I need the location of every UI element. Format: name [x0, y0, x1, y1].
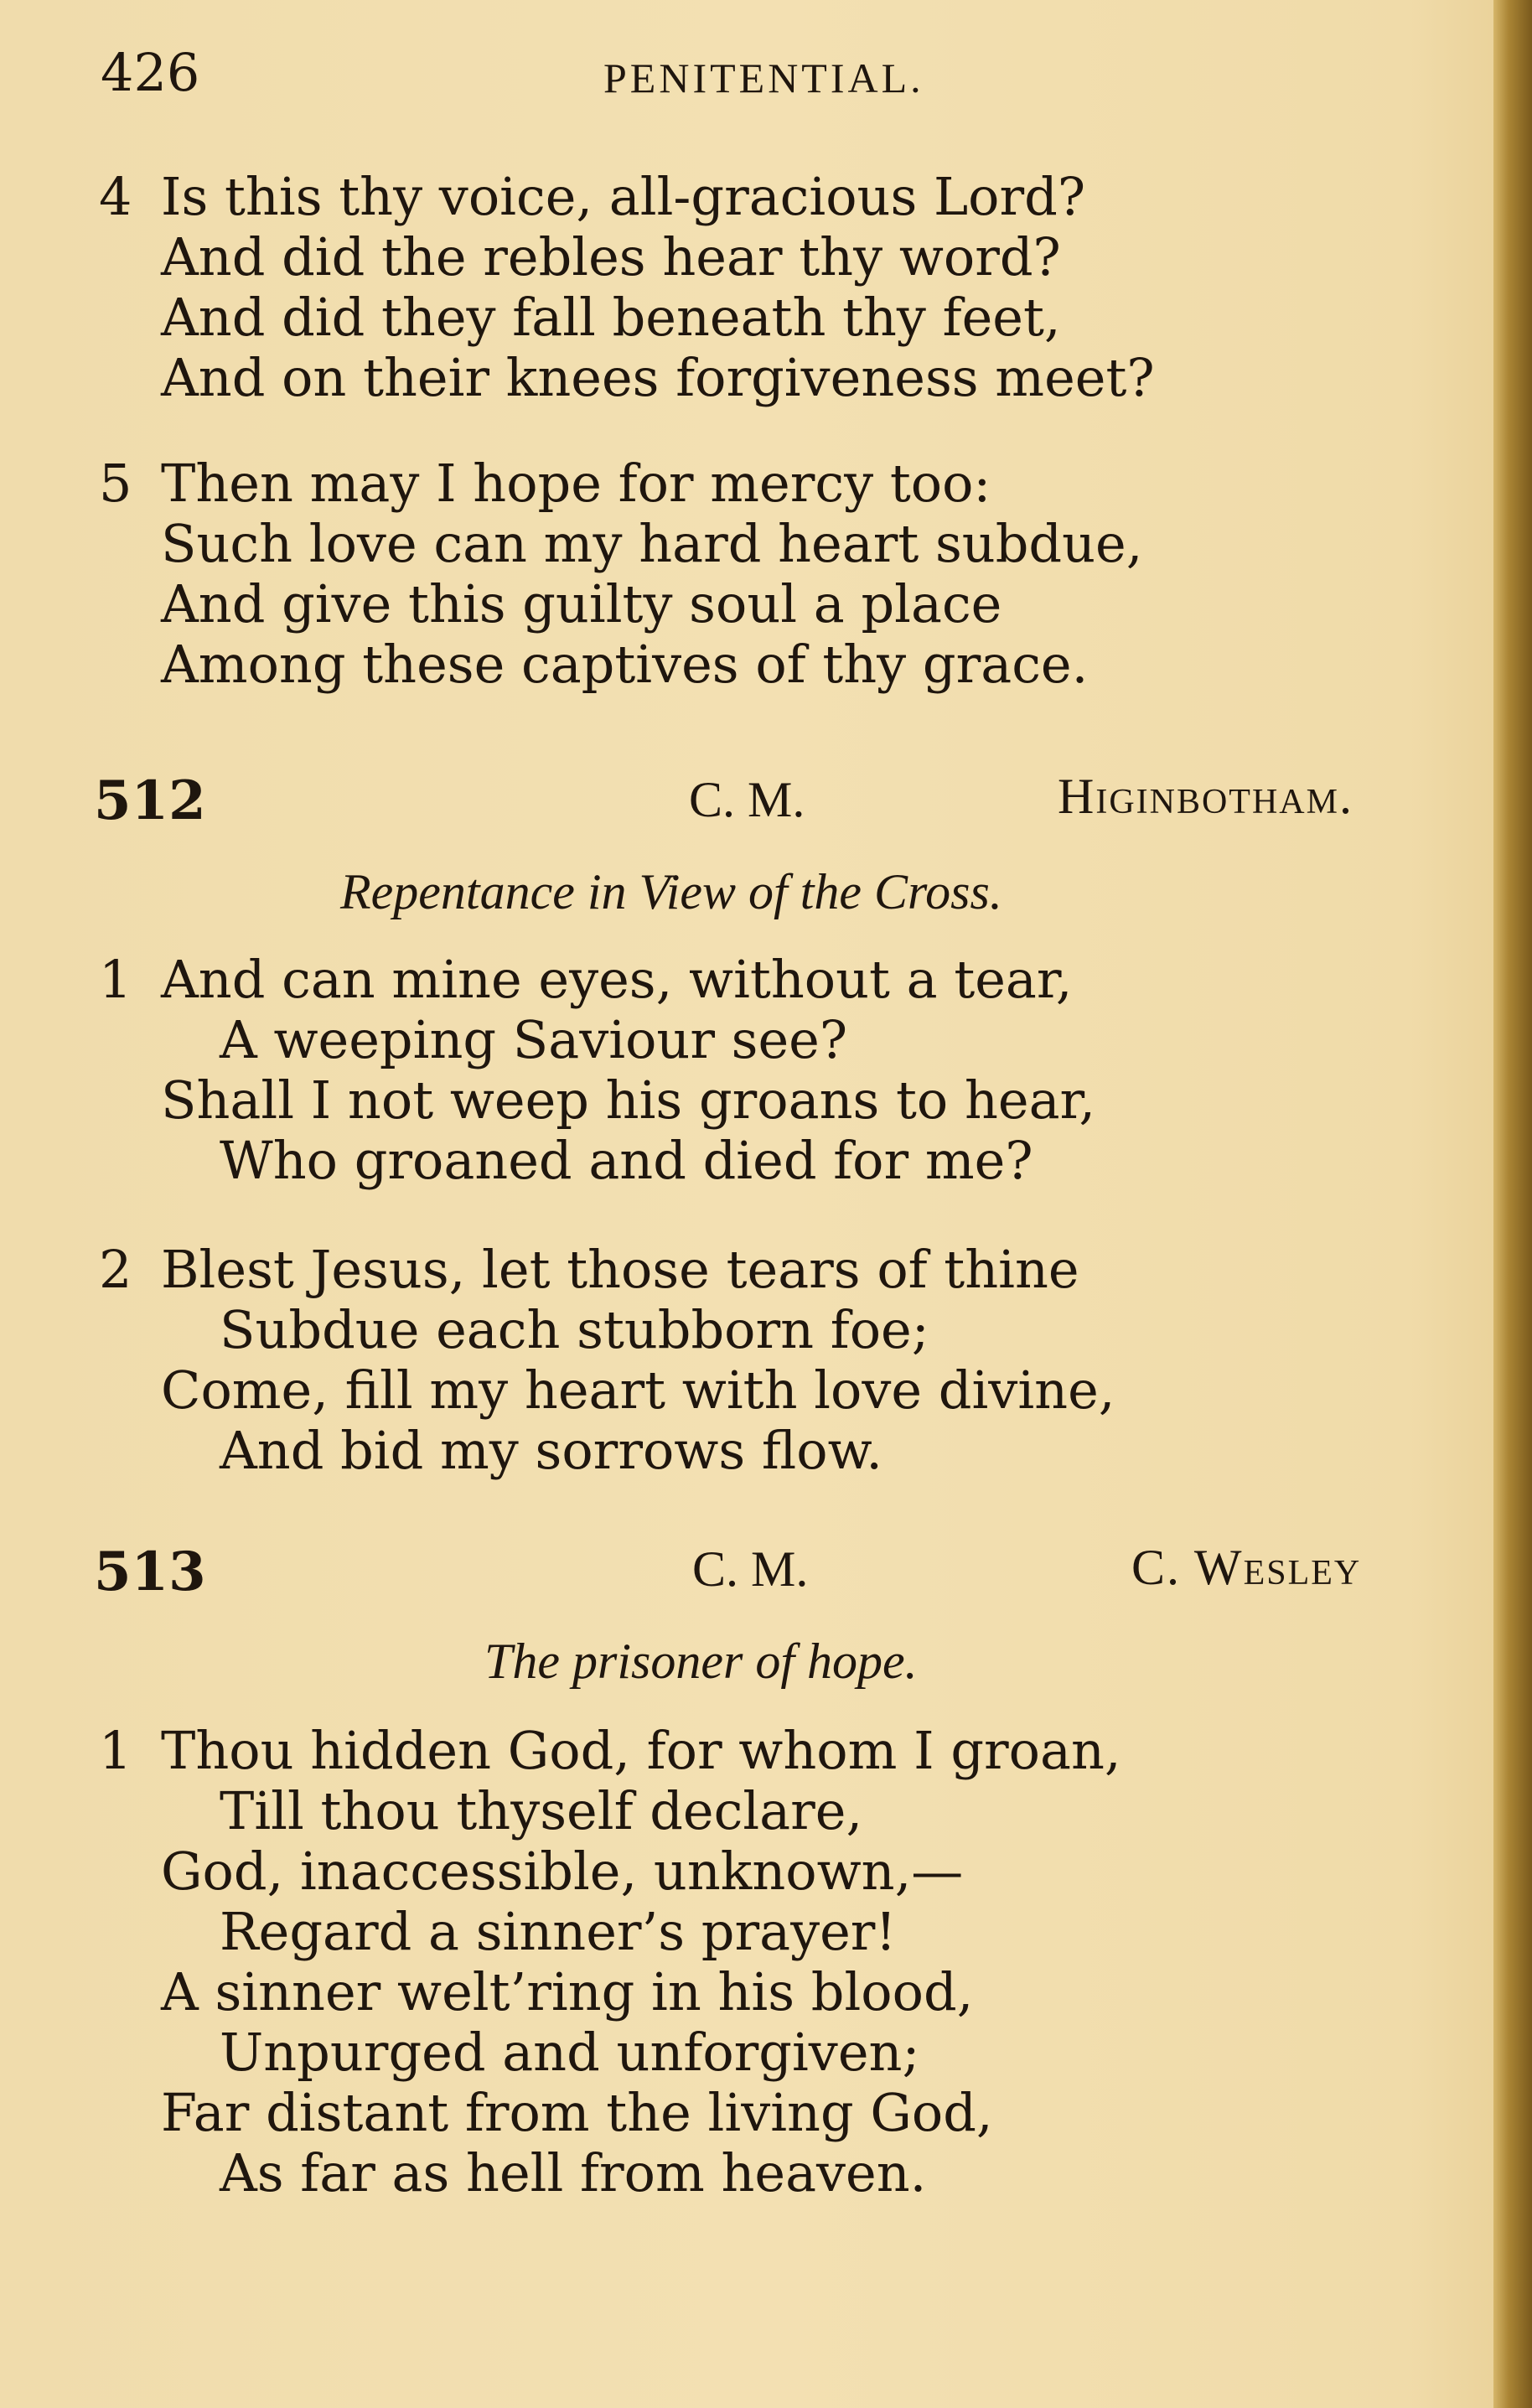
verse-line: A sinner welt’ring in his blood, [161, 1961, 974, 2022]
stanza-number: 4 [99, 166, 132, 227]
hymn-number: 512 [94, 769, 206, 832]
page-number: 426 [101, 42, 200, 103]
verse-line: Regard a sinner’s prayer! [220, 1901, 897, 1962]
verse-line: Then may I hope for mercy too: [161, 453, 991, 514]
stanza-number: 1 [99, 949, 132, 1010]
verse-line: A weeping Saviour see? [220, 1009, 848, 1070]
running-title: PENITENTIAL. [603, 54, 924, 101]
hymn-meter: C. M. [692, 1541, 809, 1597]
verse-line: Among these captives of thy grace. [161, 634, 1089, 695]
verse-line: Thou hidden God, for whom I groan, [161, 1720, 1121, 1781]
hymn-meter: C. M. [689, 772, 805, 827]
stanza-number: 2 [99, 1239, 132, 1300]
verse-line: Such love can my hard heart subdue, [161, 513, 1143, 574]
verse-line: Is this thy voice, all-gracious Lord? [161, 166, 1086, 227]
hymn-author: Higinbotham. [1058, 769, 1353, 824]
verse-line: Unpurged and unforgiven; [220, 2022, 920, 2083]
page-edge-shadow [1493, 0, 1532, 2408]
verse-line: Come, fill my heart with love divine, [161, 1359, 1115, 1421]
hymn-number: 513 [94, 1541, 206, 1603]
hymn-author: C. Wesley [1131, 1540, 1362, 1595]
verse-line: Blest Jesus, let those tears of thine [161, 1239, 1079, 1300]
verse-line: Till thou thyself declare, [220, 1780, 863, 1841]
stanza-number: 5 [99, 453, 132, 514]
stanza-number: 1 [99, 1720, 132, 1781]
verse-line: And give this guilty soul a place [161, 573, 1002, 634]
verse-line: And can mine eyes, without a tear, [161, 949, 1073, 1010]
hymn-title: The prisoner of hope. [484, 1634, 918, 1689]
verse-line: Subdue each stubborn foe; [220, 1299, 929, 1360]
verse-line: And did they fall beneath thy feet, [161, 287, 1061, 348]
verse-line: And on their knees forgiveness meet? [161, 347, 1155, 408]
hymn-title: Repentance in View of the Cross. [340, 864, 1002, 919]
verse-line: As far as hell from heaven. [220, 2142, 927, 2203]
verse-line: Who groaned and died for me? [220, 1130, 1033, 1191]
verse-line: Far distant from the living God, [161, 2082, 993, 2143]
verse-line: God, inaccessible, unknown,— [161, 1841, 964, 1902]
verse-line: And bid my sorrows flow. [220, 1420, 882, 1481]
verse-line: Shall I not weep his groans to hear, [161, 1069, 1096, 1131]
verse-line: And did the rebles hear thy word? [161, 226, 1061, 287]
